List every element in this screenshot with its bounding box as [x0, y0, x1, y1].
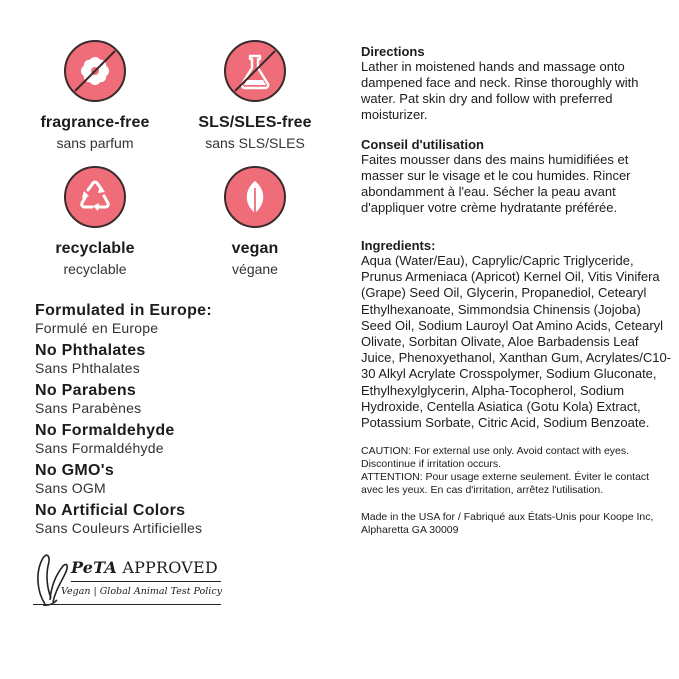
- claim-subtitle: Sans Couleurs Artificielles: [35, 520, 203, 536]
- bunny-ears-icon: [33, 548, 73, 608]
- directions-heading: Directions: [361, 44, 425, 59]
- claim-title: No Formaldehyde: [35, 422, 175, 439]
- divider: [71, 581, 221, 582]
- directions-text: Lather in moistened hands and massage onto dampened face and neck. Rinse thoroughly with water. Pat skin dry and follow with preferred moisturizer.: [361, 59, 639, 122]
- caution-fr: ATTENTION: Pour usage externe seulement. Éviter le contact avec les yeux. En cas d'irritation, arrêtez l'utilisation.: [361, 471, 650, 497]
- divider: [33, 604, 221, 605]
- badge-fragrance-free: [25, 40, 165, 151]
- caution-en: CAUTION: For external use only. Avoid contact with eyes. Discontinue if irritation occurs.: [361, 445, 630, 471]
- claim-subtitle: Sans Formaldéhyde: [35, 440, 164, 456]
- recycle-icon: [64, 166, 126, 228]
- badge-subtitle: végane: [232, 261, 278, 277]
- flower-crossed-icon: [64, 40, 126, 102]
- claim-title: No Parabens: [35, 382, 137, 399]
- conseil-heading: Conseil d'utilisation: [361, 137, 484, 152]
- badge-title: fragrance-free: [40, 114, 150, 131]
- ingredients-heading: Ingredients:: [361, 238, 436, 253]
- badge-title: recyclable: [55, 240, 135, 257]
- claim-title: No Artificial Colors: [35, 502, 186, 519]
- badge-subtitle: sans SLS/SLES: [205, 135, 305, 151]
- badge-title: SLS/SLES-free: [198, 114, 312, 131]
- ingredients-text: Aqua (Water/Eau), Caprylic/Capric Triglyceride, Prunus Armeniaca (Apricot) Kernel Oil, Vitis Vinifera (Grape) Seed Oil, Glycerin, Propanediol, Cetearyl Ethylhexanoate, Simmondsia Chinensis (Jojoba) Seed Oil, Sodium Lauroyl Oat Amino Acids, Cetearyl Olivate, Sorbitan Olivate, Aloe Barbadensis Leaf Juice, Phenoxyethanol, Xanthan Gum, Acrylates/C10-30 Alkyl Acrylate Crosspolymer, Sodium Gluconate, Ethylhexylglycerin, Alpha-Tocopherol, Sodium Hydroxide, Centella Asiatica (Gotu Kola) Extract, Potassium Sorbate, Citric Acid, Sodium Benzoate.: [361, 253, 672, 431]
- claim-subtitle: Sans OGM: [35, 480, 106, 496]
- claim-title: Formulated in Europe:: [35, 302, 212, 319]
- leaf-icon: [224, 166, 286, 228]
- badge-vegan: [185, 166, 325, 277]
- conseil-text: Faites mousser dans des mains humidifiées et masser sur le visage et le cou humides. Rincer abondamment à l'eau. Sécher la peau avant d'appliquer votre crème hydratante préférée.: [361, 152, 631, 215]
- claim-subtitle: Formulé en Europe: [35, 320, 159, 336]
- badge-title: vegan: [231, 240, 279, 257]
- right-column: [361, 44, 671, 551]
- badge-recyclable: [25, 166, 165, 277]
- caution-text: [361, 445, 671, 497]
- flask-crossed-icon: [224, 40, 286, 102]
- peta-approved: APPROVED: [122, 558, 218, 577]
- claim-subtitle: Sans Phthalates: [35, 360, 140, 376]
- peta-title: [71, 558, 218, 577]
- peta-tagline: Vegan | Global Animal Test Policy: [61, 586, 223, 597]
- badge-subtitle: sans parfum: [56, 135, 134, 151]
- claim-title: No Phthalates: [35, 342, 146, 359]
- claims-list: [35, 302, 345, 542]
- made-in-text: Made in the USA for / Fabriqué aux États-Unis pour Koope Inc, Alpharetta GA 30009: [361, 511, 654, 537]
- badge-sls-free: [185, 40, 325, 151]
- peta-brand: PeTA: [71, 558, 118, 577]
- claim-subtitle: Sans Parabènes: [35, 400, 142, 416]
- peta-approved-logo: [33, 548, 233, 610]
- claim-title: No GMO's: [35, 462, 115, 479]
- badge-subtitle: recyclable: [63, 261, 127, 277]
